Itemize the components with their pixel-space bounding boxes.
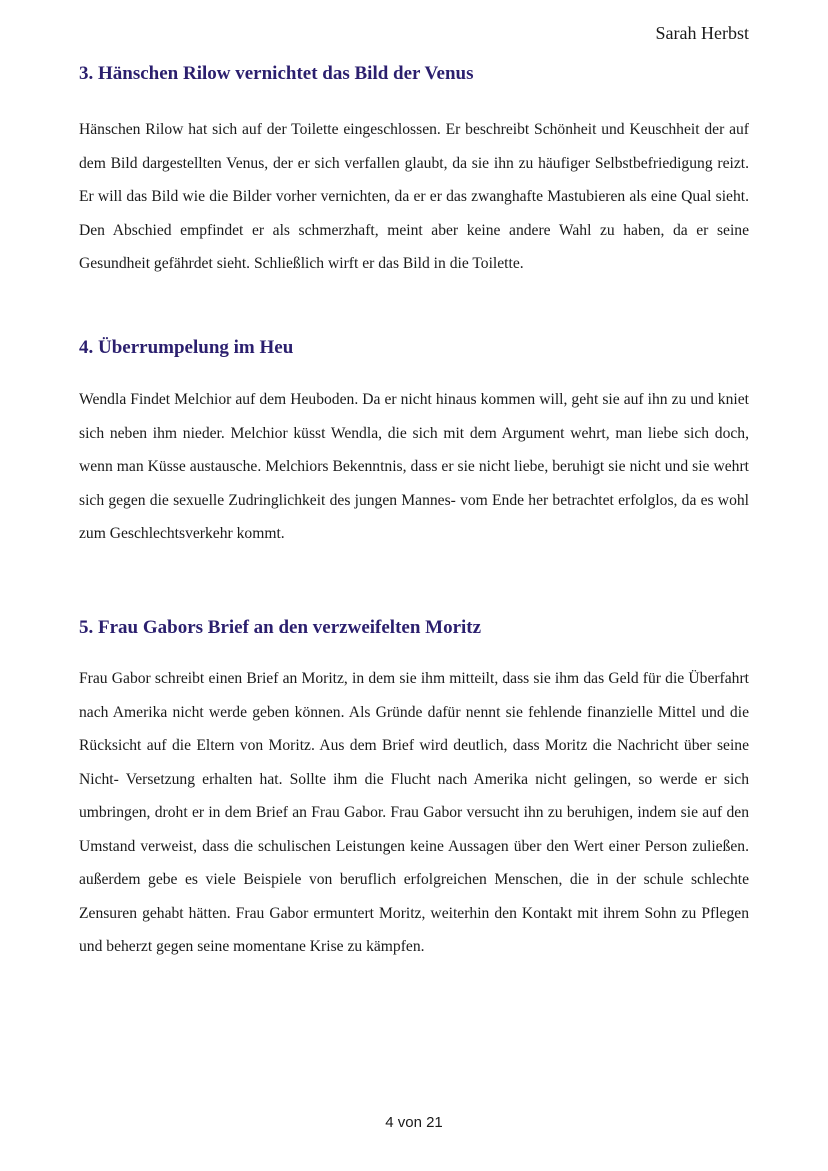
section-heading: 4. Überrumpelung im Heu — [79, 337, 294, 358]
page-number: 4 von 21 — [385, 1114, 443, 1131]
section-paragraph: Frau Gabor schreibt einen Brief an Moritz, in dem sie ihm mitteilt, dass sie ihm das Geld für die Überfahrt nach Amerika nicht werde geben können. Als Gründe dafür nennt sie fehlende finanzielle Mittel und die Rücksicht auf die Eltern von Moritz. Aus dem Brief wird deutlich, dass Moritz die Nachricht über seine Nicht- Versetzung erhalten hat. Sollte ihm die Flucht nach Amerika nicht gelingen, so werde er sich umbringen, droht er in dem Brief an Frau Gabor. Frau Gabor versucht ihn zu beruhigen, indem sie auf den Umstand verweist, dass die schulischen Leistungen keine Aussagen über den Wert einer Person zuließen. außerdem gebe es viele Beispiele von beruflich erfolgreichen Menschen, die in der schule schlechte Zensuren gehabt hätten. Frau Gabor ermuntert Moritz, weiterhin den Kontakt mit ihrem Sohn zu Pflegen und beherzt gegen seine momentane Krise zu kämpfen. — [79, 670, 749, 955]
section-heading: 5. Frau Gabors Brief an den verzweifelten Moritz — [79, 617, 482, 638]
section-paragraph: Wendla Findet Melchior auf dem Heuboden. Da er nicht hinaus kommen will, geht sie auf ihn zu und kniet sich neben ihm nieder. Melchior küsst Wendla, die sich mit dem Argument wehrt, man liebe sich doch, wenn man Küsse austausche. Melchiors Bekenntnis, dass er sie nicht liebe, beruhigt sie nicht und sie wehrt sich gegen die sexuelle Zudringlichkeit des jungen Mannes- vom Ende her betrachtet erfolglos, da es wohl zum Geschlechtsverkehr kommt. — [79, 391, 749, 542]
section-heading: 3. Hänschen Rilow vernichtet das Bild der Venus — [79, 63, 474, 84]
section-paragraph: Hänschen Rilow hat sich auf der Toilette eingeschlossen. Er beschreibt Schönheit und Keuschheit der auf dem Bild dargestellten Venus, der er sich verfallen glaubt, da sie ihn zu häufiger Selbstbefriedigung reizt. Er will das Bild wie die Bilder vorher vernichten, da er er das zwanghafte Mastubieren als eine Qual sieht. Den Abschied empfindet er als schmerzhaft, meint aber keine andere Wahl zu haben, da er seine Gesundheit gefährdet sieht. Schließlich wirft er das Bild in die Toilette. — [79, 121, 749, 272]
section-3 — [79, 60, 749, 281]
section-5 — [79, 614, 749, 964]
author-name: Sarah Herbst — [655, 23, 749, 43]
section-4 — [79, 334, 749, 551]
